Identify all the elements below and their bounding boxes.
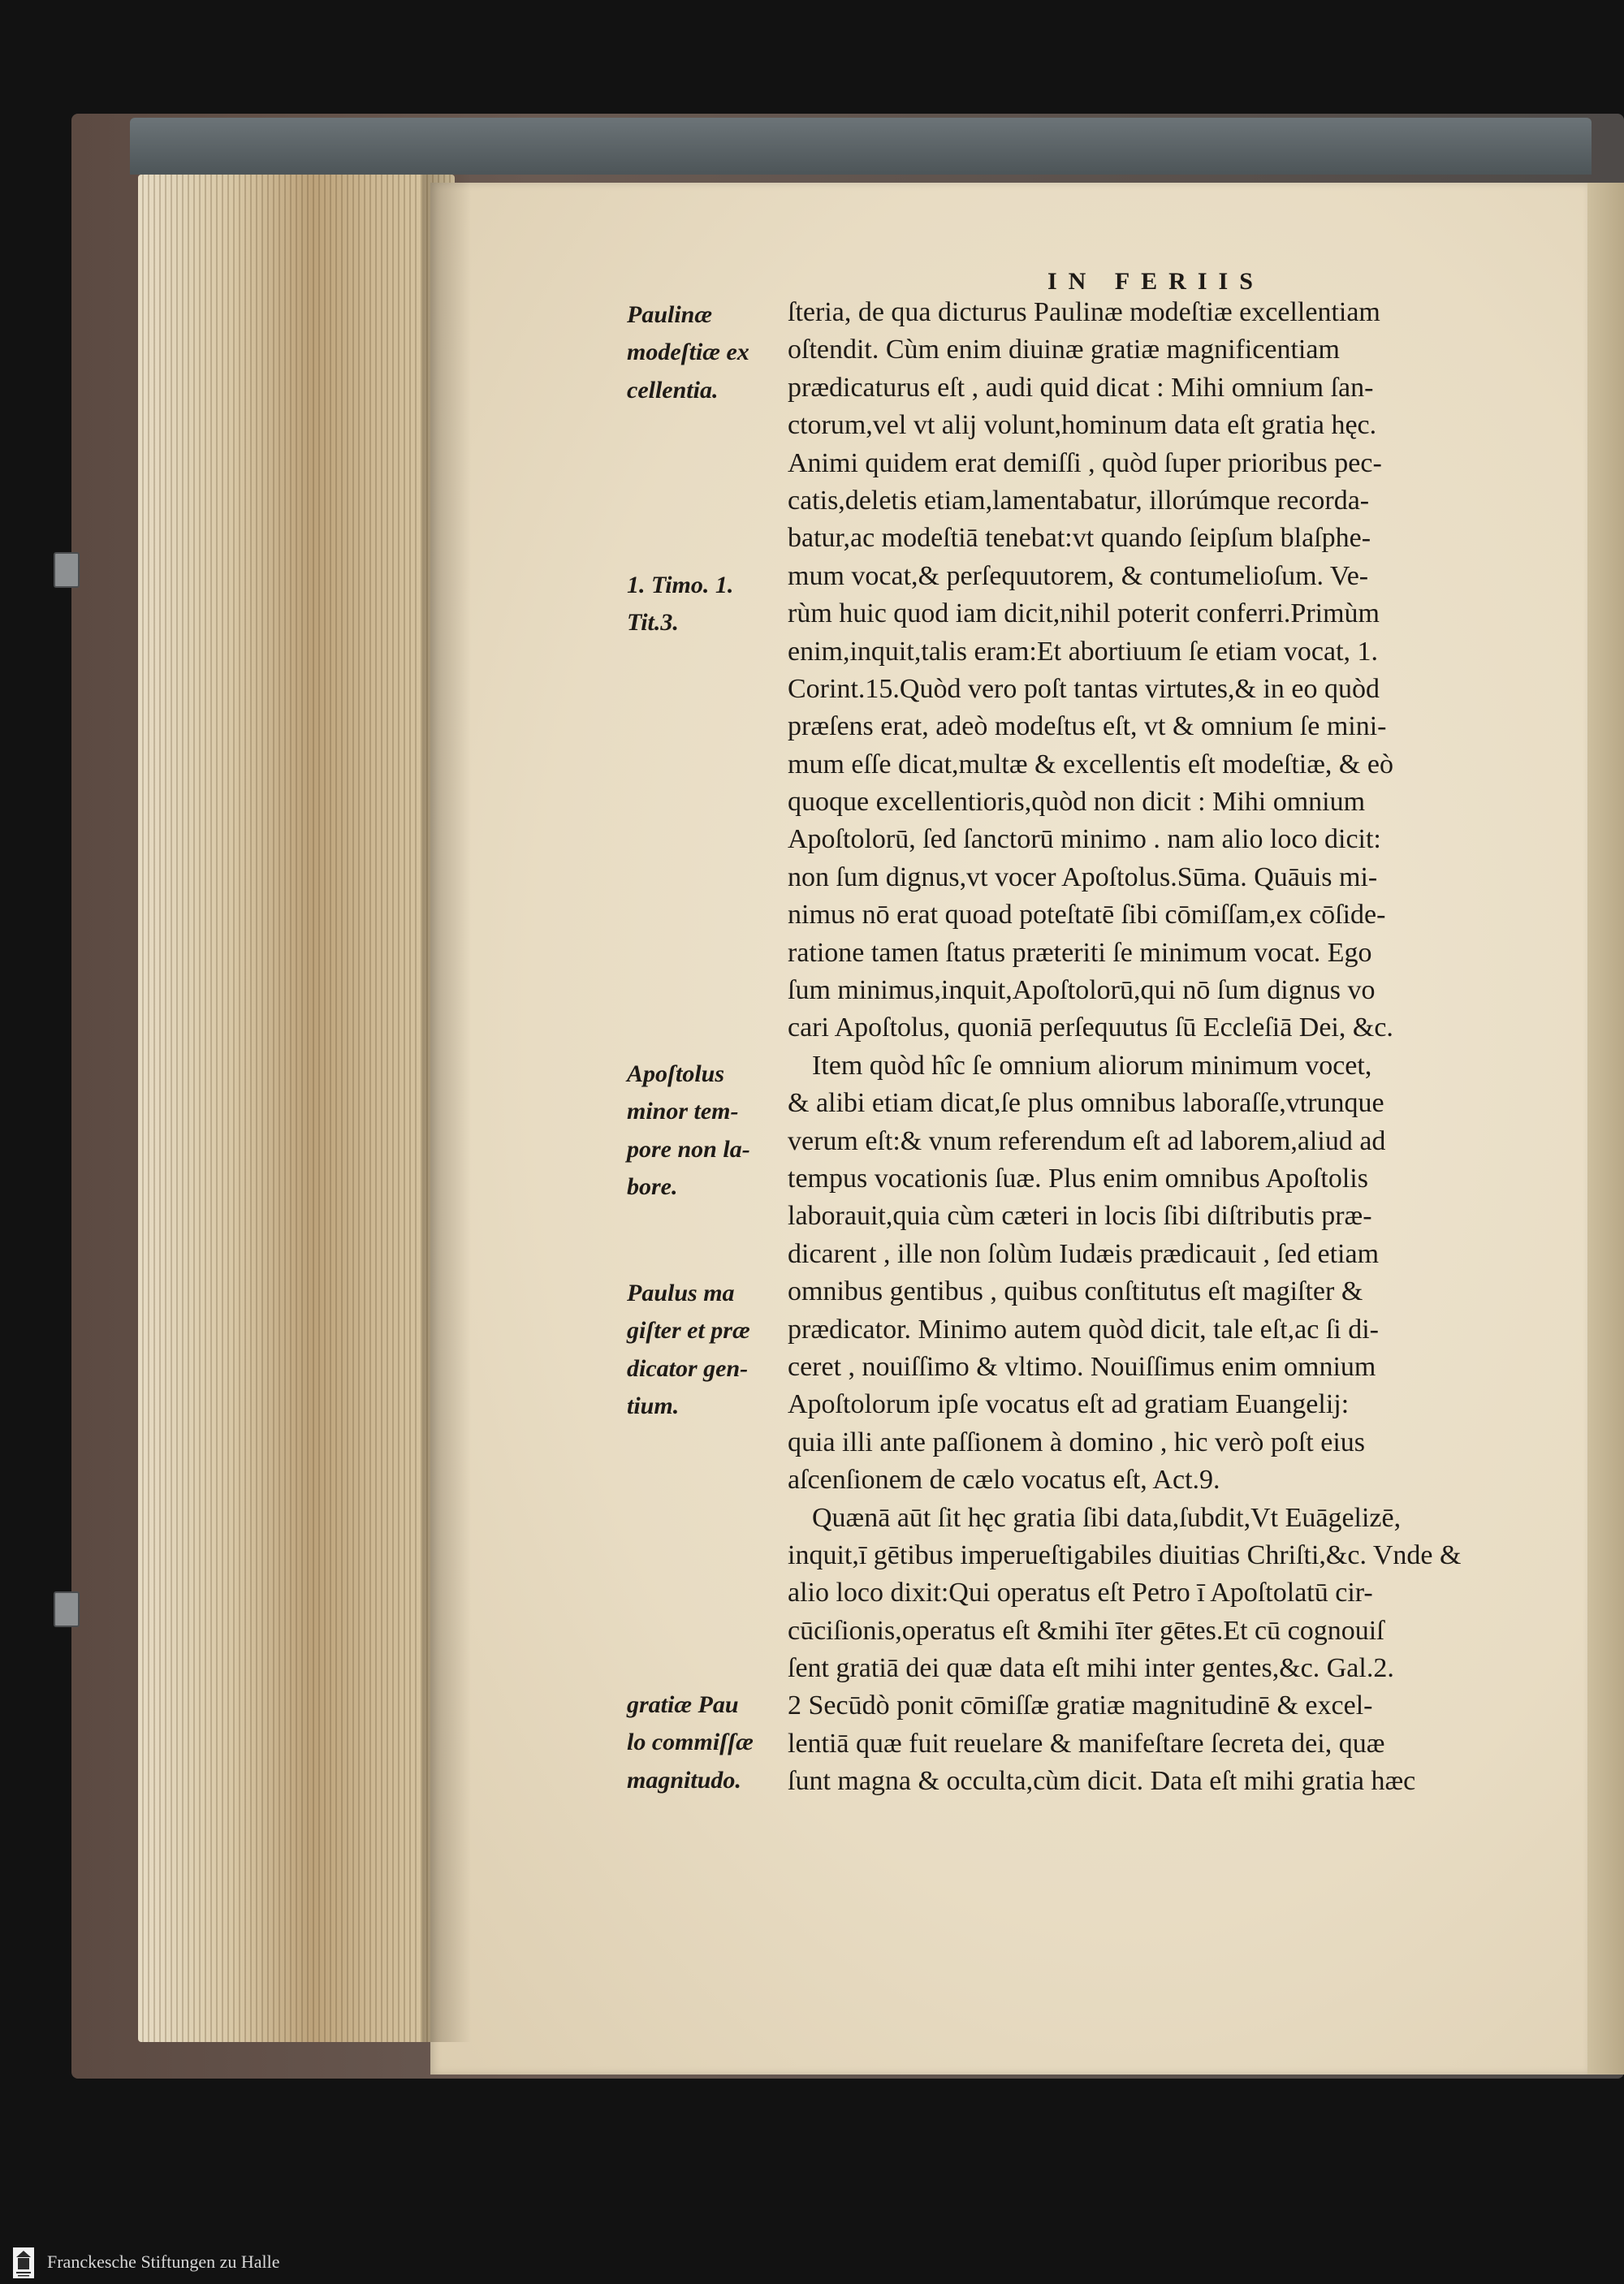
marginal-note-line: minor tem- xyxy=(627,1098,739,1125)
text-line: mum vocat,& perſequutorem, & contumelioſum. Ve- xyxy=(788,560,1369,591)
marginal-note-line: magnitudo. xyxy=(627,1766,741,1794)
gutter-shadow xyxy=(422,175,471,2042)
text-line: aſcenſionem de cælo vocatus eſt, Act.9. xyxy=(788,1465,1220,1496)
text-line: cūciſionis,operatus eſt &mihi īter gētes.Et cū cognouiſ xyxy=(788,1615,1384,1646)
text-line: nimus nō erat quoad poteſtatē ſibi cōmiſſam,ex cōſide- xyxy=(788,900,1386,930)
text-line: ſent gratiā dei quæ data eſt mihi inter gentes,&c. Gal.2. xyxy=(788,1653,1394,1684)
text-line: laborauit,quia cùm cæteri in locis ſibi diſtributis præ- xyxy=(788,1201,1372,1232)
institution-logo-icon xyxy=(13,2247,34,2278)
text-line: catis,deletis etiam,lamentabatur, illorúmque recorda- xyxy=(788,485,1370,516)
text-line: quoque excellentioris,quòd non dicit : Mihi omnium xyxy=(788,787,1366,818)
text-line: ſum minimus,inquit,Apoſtolorū,qui nō ſum dignus vo xyxy=(788,975,1376,1006)
text-line: Animi quidem erat demiſſi , quòd ſuper prioribus pec- xyxy=(788,447,1382,478)
marginal-note-line: Apoſtolus xyxy=(627,1060,725,1087)
text-line: præſens erat, adeò modeſtus eſt, vt & omnium ſe mini- xyxy=(788,711,1387,742)
text-line: lentiā quæ fuit reuelare & manifeſtare ſecreta dei, quæ xyxy=(788,1728,1385,1759)
marginal-note-line: cellentia. xyxy=(627,376,719,404)
marginal-note xyxy=(627,296,783,409)
text-line: Apoſtolorum ipſe vocatus eſt ad gratiam Euangelij: xyxy=(788,1389,1350,1420)
text-line: omnibus gentibus , quibus conſtitutus eſt magiſter & xyxy=(788,1276,1363,1307)
marginal-note xyxy=(627,1056,783,1207)
text-line: alio loco dixit:Qui operatus eſt Petro ī Apoſtolatū cir- xyxy=(788,1578,1373,1608)
running-head: IN FERIIS xyxy=(1047,268,1264,295)
text-line: oſtendit. Cùm enim diuinæ gratiæ magnificentiam xyxy=(788,335,1340,365)
clasp-upper xyxy=(54,552,80,588)
marginal-note-line: lo commiſſæ xyxy=(627,1729,754,1756)
marginal-note-line: dicator gen- xyxy=(627,1354,749,1382)
text-line: tempus vocationis ſuæ. Plus enim omnibus Apoſtolis xyxy=(788,1163,1368,1194)
clasp-lower xyxy=(54,1591,80,1627)
text-line: Apoſtolorū, ſed ſanctorū minimo . nam alio loco dicit: xyxy=(788,824,1381,855)
book-cover-top-edge xyxy=(130,118,1592,175)
text-line: Item quòd hîc ſe omnium aliorum minimum vocet, xyxy=(812,1050,1372,1081)
marginal-note-line: Paulinæ xyxy=(627,301,713,328)
marginal-note xyxy=(627,1275,783,1426)
marginal-note-line: pore non la- xyxy=(627,1135,750,1163)
text-line: 2 Secūdò ponit cōmiſſæ gratiæ magnitudinē & excel- xyxy=(788,1690,1373,1721)
text-line: cari Apoſtolus, quoniā perſequutus ſū Eccleſiā Dei, &c. xyxy=(788,1012,1393,1043)
marginal-note-line: giſter et præ xyxy=(627,1317,750,1345)
facing-page-edge xyxy=(1587,183,1624,2075)
text-line: prædicator. Minimo autem quòd dicit, tale eſt,ac ſi di- xyxy=(788,1314,1379,1345)
text-line: ſunt magna & occulta,cùm dicit. Data eſt mihi gratia hæc xyxy=(788,1766,1416,1797)
text-line: Quænā aūt ſit hęc gratia ſibi data,ſubdit,Vt Euāgelizē, xyxy=(812,1502,1402,1533)
marginal-note-line: bore. xyxy=(627,1173,678,1201)
text-line: ceret , nouiſſimo & vltimo. Nouiſſimus enim omnium xyxy=(788,1351,1376,1382)
marginal-note-line: tium. xyxy=(627,1392,680,1420)
marginal-note-line: Paulus ma xyxy=(627,1280,735,1306)
marginal-note-line: gratiæ Pau xyxy=(627,1691,739,1718)
text-line: Corint.15.Quòd vero poſt tantas virtutes,& in eo quòd xyxy=(788,673,1380,704)
text-line: non ſum dignus,vt vocer Apoſtolus.Sūma. Quāuis mi- xyxy=(788,861,1378,892)
marginal-note-line: 1. Timo. 1. xyxy=(627,572,734,598)
footer-institution-name[interactable]: Franckesche Stiftungen zu Halle xyxy=(47,2252,280,2272)
text-line: ratione tamen ſtatus præteriti ſe minimum vocat. Ego xyxy=(788,937,1372,968)
body-text xyxy=(788,294,1543,1801)
text-line: verum eſt:& vnum referendum eſt ad laborem,aliud ad xyxy=(788,1125,1386,1156)
marginal-note xyxy=(627,567,783,642)
text-line: ſteria, de qua dicturus Paulinæ modeſtiæ excellentiam xyxy=(788,297,1380,327)
text-line: inquit,ī gētibus imperueſtigabiles diuitias Chriſti,&c. Vnde & xyxy=(788,1539,1462,1570)
text-line: batur,ac modeſtiā tenebat:vt quando ſeipſum blaſphe- xyxy=(788,523,1371,554)
text-line: enim,inquit,talis eram:Et abortiuum ſe etiam vocat, 1. xyxy=(788,636,1379,667)
marginal-note xyxy=(627,1686,783,1799)
marginal-note-line: modeſtiæ ex xyxy=(627,339,749,366)
text-line: dicarent , ille non ſolùm Iudæis prædicauit , ſed etiam xyxy=(788,1238,1380,1269)
text-line: rùm huic quod iam dicit,nihil poterit conferri.Primùm xyxy=(788,598,1380,629)
text-line: mum eſſe dicat,multæ & excellentis eſt modeſtiæ, & eò xyxy=(788,749,1393,779)
page-edges xyxy=(138,175,455,2042)
text-line: prædicaturus eſt , audi quid dicat : Mihi omnium ſan- xyxy=(788,372,1374,403)
text-line: & alibi etiam dicat,ſe plus omnibus laboraſſe,vtrunque xyxy=(788,1088,1384,1119)
marginal-note-line: Tit.3. xyxy=(627,609,679,637)
text-line: quia illi ante paſſionem à domino , hic verò poſt eius xyxy=(788,1427,1366,1457)
text-line: ctorum,vel vt alij volunt,hominum data eſt gratia hęc. xyxy=(788,410,1377,441)
